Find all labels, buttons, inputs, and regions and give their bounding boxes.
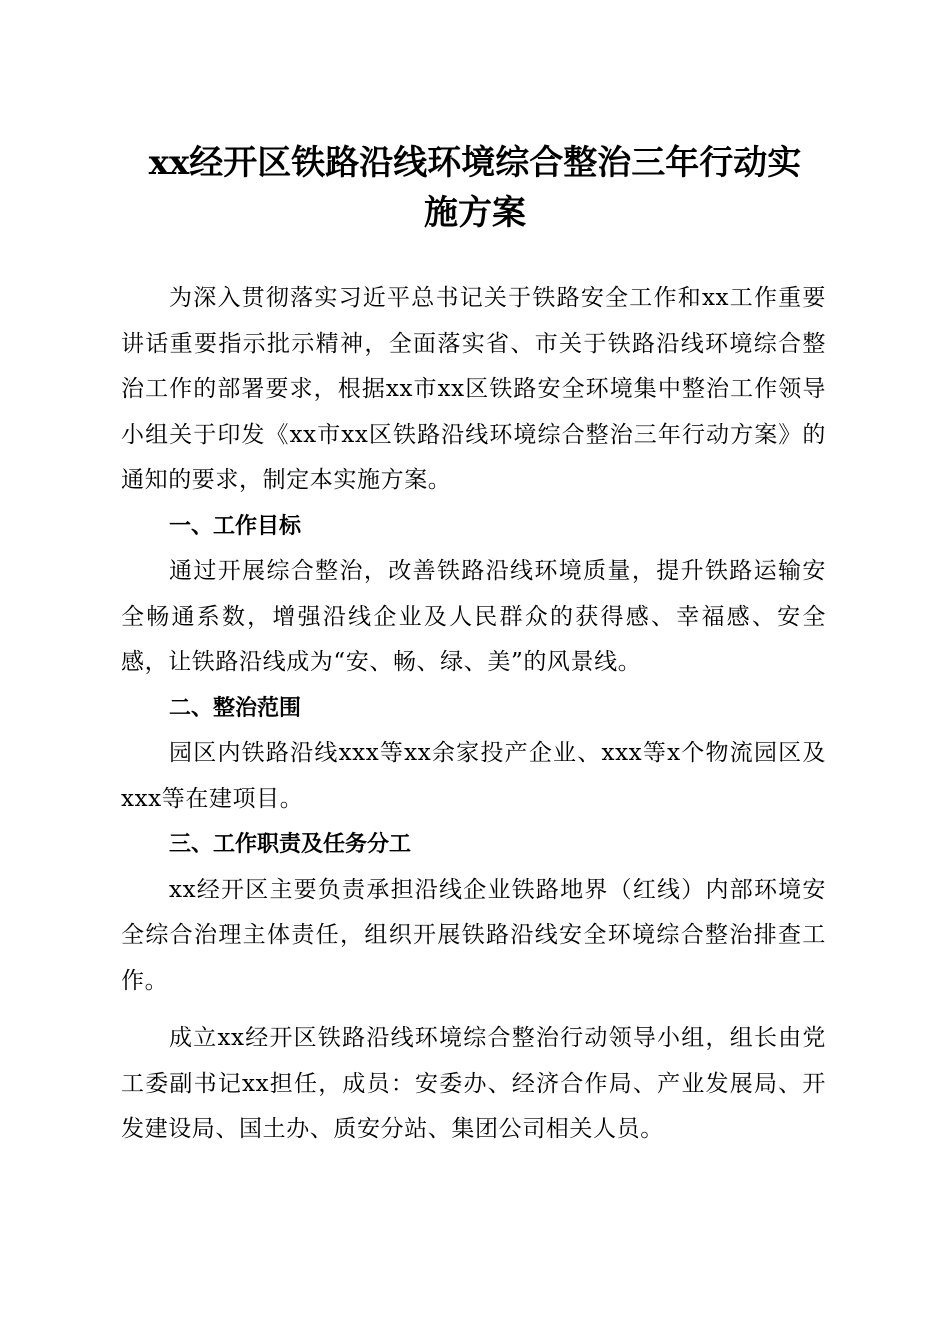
document-title bbox=[120, 138, 830, 238]
intro-paragraph: 为深入贯彻落实习近平总书记关于铁路安全工作和xx工作重要讲话重要指示批示精神，全面落实省、市关于铁路沿线环境综合整治工作的部署要求，根据xx市xx区铁路安全环境集中整治工作领导小组关于印发《xx市xx区铁路沿线环境综合整治三年行动方案》的通知的要求，制定本实施方案。 bbox=[121, 285, 826, 493]
title-line-1: xx经开区铁路沿线环境综合整治三年行动实 bbox=[148, 143, 802, 183]
section-heading-goals: 一、工作目标 bbox=[169, 513, 302, 539]
document-body bbox=[121, 276, 826, 1153]
section-heading-duties: 三、工作职责及任务分工 bbox=[169, 832, 412, 857]
duties-paragraph-1: xx经开区主要负责承担沿线企业铁路地界（红线）内部环境安全综合治理主体责任，组织开展铁路沿线安全环境综合整治排查工作。 bbox=[121, 876, 826, 994]
goals-paragraph: 通过开展综合整治，改善铁路沿线环境质量，提升铁路运输安全畅通系数，增强沿线企业及人民群众的获得感、幸福感、安全感，让铁路沿线成为“安、畅、绿、美”的风景线。 bbox=[121, 558, 826, 675]
scope-paragraph: 园区内铁路沿线xxx等xx余家投产企业、xxx等x个物流园区及xxx等在建项目。 bbox=[121, 740, 826, 812]
title-line-2: 施方案 bbox=[424, 193, 526, 233]
section-heading-scope: 二、整治范围 bbox=[169, 695, 302, 721]
paragraph-gap bbox=[121, 1004, 826, 1016]
duties-paragraph-2: 成立xx经开区铁路沿线环境综合整治行动领导小组，组长由党工委副书记xx担任，成员：安委办、经济合作局、产业发展局、开发建设局、国土办、质安分站、集团公司相关人员。 bbox=[121, 1025, 826, 1142]
